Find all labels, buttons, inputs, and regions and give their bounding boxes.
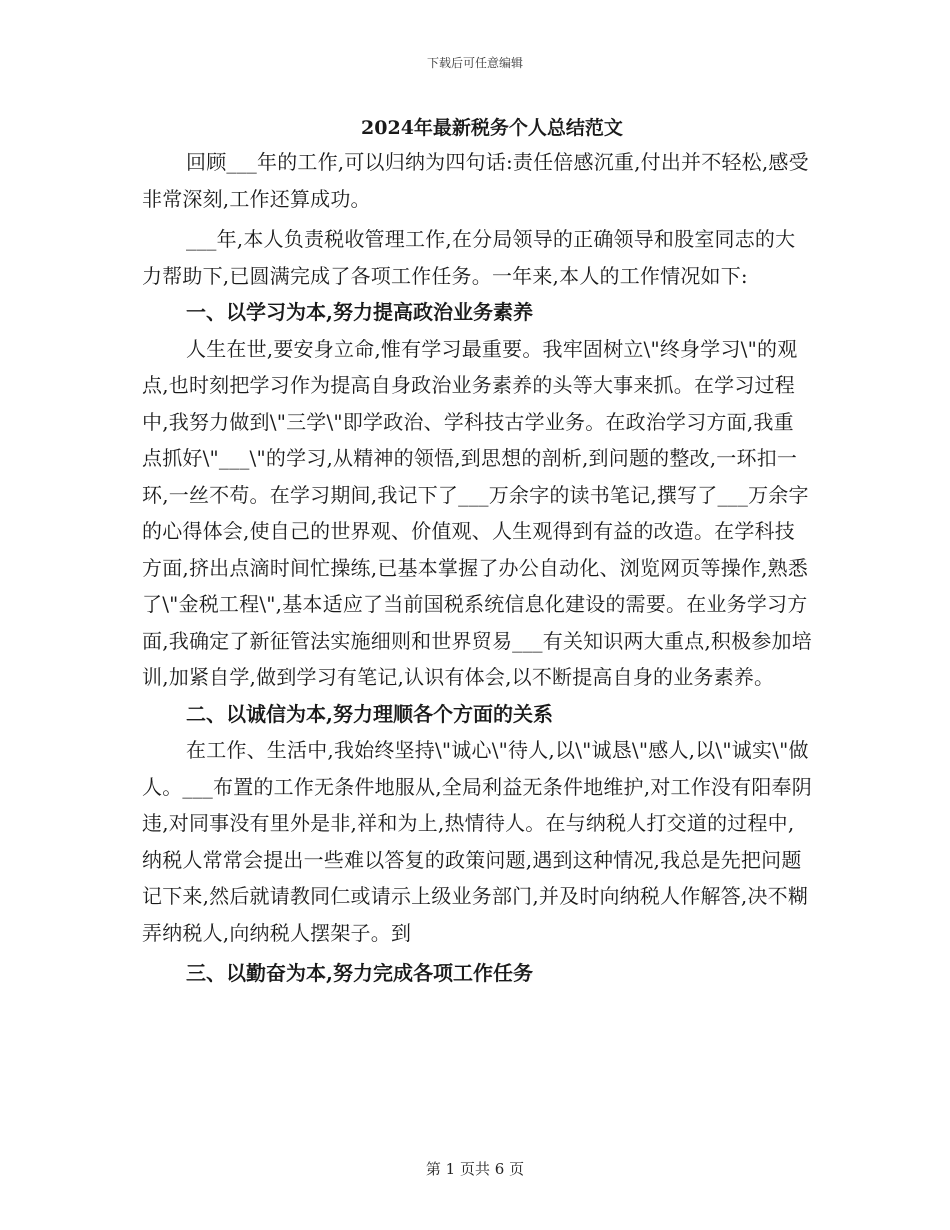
- section-heading-1: 一、以学习为本,努力提高政治业务素养: [186, 300, 533, 324]
- section-heading-2: 二、以诚信为本,努力理顺各个方面的关系: [186, 701, 553, 726]
- document-body: [142, 112, 812, 992]
- paragraph-intro: 回顾___年的工作,可以归纳为四句话:责任倍感沉重,付出并不轻松,感受非常深刻,工作还算成功。: [142, 150, 809, 211]
- paragraph-overview: ___年,本人负责税收管理工作,在分局领导的正确领导和股室同志的大力帮助下,已圆满完成了各项工作任务。一年来,本人的工作情况如下:: [142, 227, 796, 288]
- document-title: 2024年最新税务个人总结范文: [361, 117, 623, 139]
- page-header-note: 下载后可任意编辑: [426, 56, 523, 70]
- paragraph-integrity: 在工作、生活中,我始终坚持\"诚心\"待人,以\"诚恳\"感人,以\"诚实\"做人。___布置的工作无条件地服从,全局利益无条件地维护,对工作没有阳奉阴违,对同事没有里外是非,祥和为上,热情待人。在与纳税人打交道的过程中,纳税人常常会提出一些难以答复的政策问题,遇到这种情况,我总是先把问题记下来,然后就请教同仁或请示上级业务部门,并及时向纳税人作解答,决不糊弄纳税人,向纳税人摆架子。到: [142, 738, 812, 945]
- page-footer: 第 1 页共 6 页: [425, 1160, 525, 1178]
- section-heading-3: 三、以勤奋为本,努力完成各项工作任务: [186, 961, 533, 985]
- paragraph-study: 人生在世,要安身立命,惟有学习最重要。我牢固树立\"终身学习\"的观点,也时刻把学习作为提高自身政治业务素养的头等大事来抓。在学习过程中,我努力做到\"三学\"即学政治、学科技古学业务。在政治学习方面,我重点抓好\"___\"的学习,从精神的领悟,到思想的剖析,到问题的整改,一环扣一环,一丝不苟。在学习期间,我记下了___万余字的读书笔记,撰写了___万余字的心得体会,使自己的世界观、价值观、人生观得到有益的改造。在学科技方面,挤出点滴时间忙操练,已基本掌握了办公自动化、浏览网页等操作,熟悉了\"金税工程\",基本适应了当前国税系统信息化建设的需要。在业务学习方面,我确定了新征管法实施细则和世界贸易___有关知识两大重点,积极参加培训,加紧自学,做到学习有笔记,认识有体会,以不断提高自身的业务素养。: [142, 336, 812, 689]
